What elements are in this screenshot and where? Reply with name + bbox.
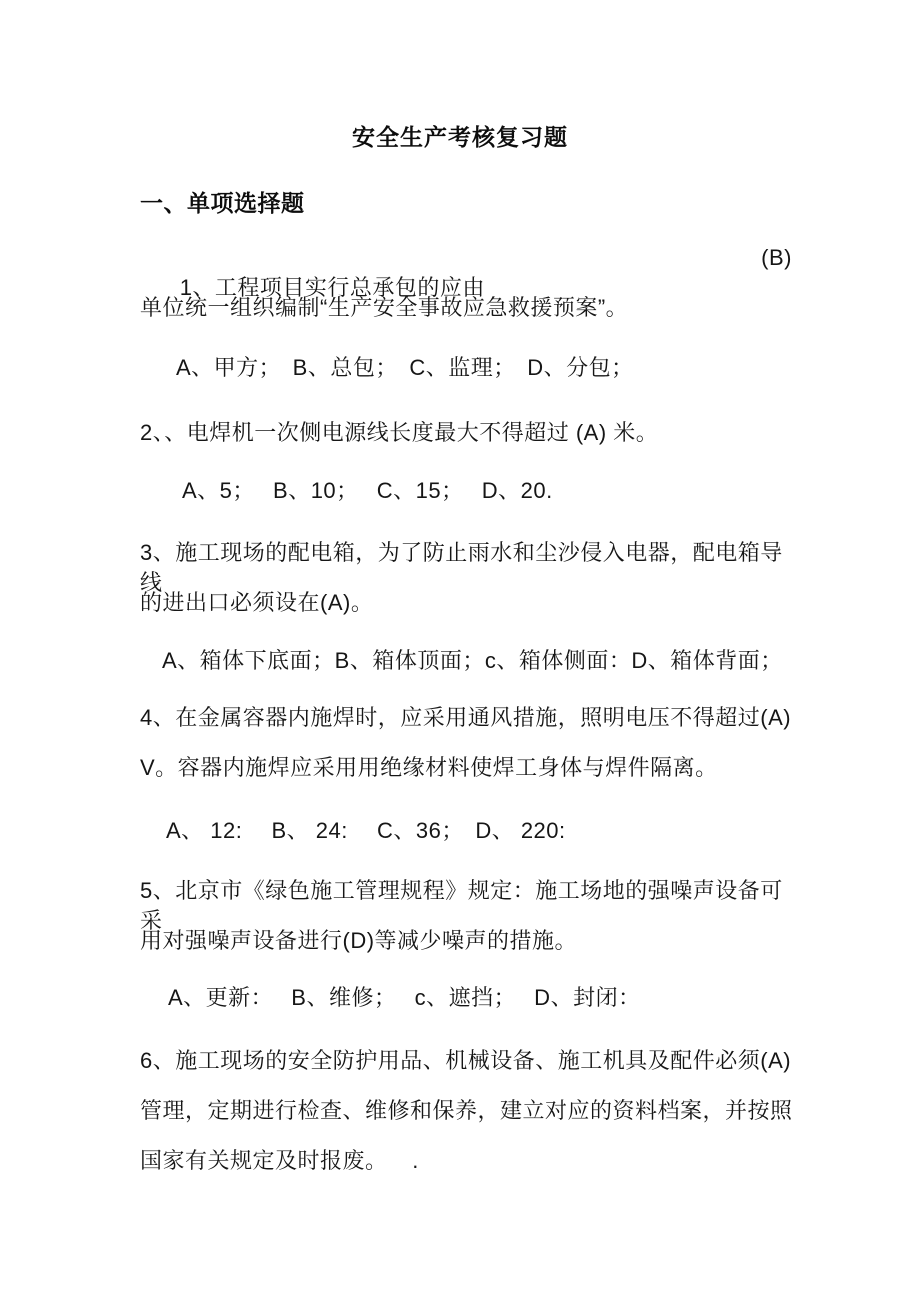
question-6-line-1: 6、施工现场的安全防护用品、机械设备、施工机具及配件必须(A): [140, 1048, 792, 1073]
question-5-options: A、更新： B、维修； c、遮挡； D、封闭：: [168, 985, 641, 1010]
question-2-line-1: 2、、电焊机一次侧电源线长度最大不得超过 (A) 米。: [140, 420, 659, 445]
question-1-answer-mark: (B): [761, 245, 792, 270]
question-1-options: A、甲方； B、总包； C、监理； D、分包；: [176, 355, 634, 380]
document-body: [140, 0, 796, 1302]
document-title: 安全生产考核复习题: [352, 124, 568, 150]
question-4-options: A、 12: B、 24: C、36； D、 220:: [166, 818, 566, 843]
question-1-line-2: 单位统一组织编制“生产安全事故应急救援预案”。: [140, 295, 629, 320]
question-4-line-2: V。容器内施焊应采用用绝缘材料使焊工身体与焊件隔离。: [140, 755, 718, 780]
section-heading: 一、单项选择题: [140, 190, 305, 216]
question-3-line-1: 3、施工现场的配电箱，为了防止雨水和尘沙侵入电器，配电箱导线: [140, 540, 783, 595]
question-4-line-1: 4、在金属容器内施焊时，应采用通风措施，照明电压不得超过(A): [140, 705, 792, 730]
question-2-options: A、5； B、10； C、15； D、20.: [182, 478, 553, 503]
question-5-line-1: 5、北京市《绿色施工管理规程》规定：施工场地的强噪声设备可采: [140, 878, 783, 933]
question-5-line-2: 用对强噪声设备进行(D)等减少噪声的措施。: [140, 928, 578, 953]
question-3-line-2: 的进出口必须设在(A)。: [140, 590, 374, 615]
question-6-line-2: 管理，定期进行检查、维修和保养，建立对应的资料档案，并按照: [140, 1098, 793, 1123]
question-6-line-3: 国家有关规定及时报废。 .: [140, 1148, 419, 1173]
question-1-text: 1、工程项目实行总承包的应由: [179, 275, 485, 300]
question-3-options: A、箱体下底面；B、箱体顶面；c、箱体侧面：D、箱体背面；: [162, 648, 783, 673]
